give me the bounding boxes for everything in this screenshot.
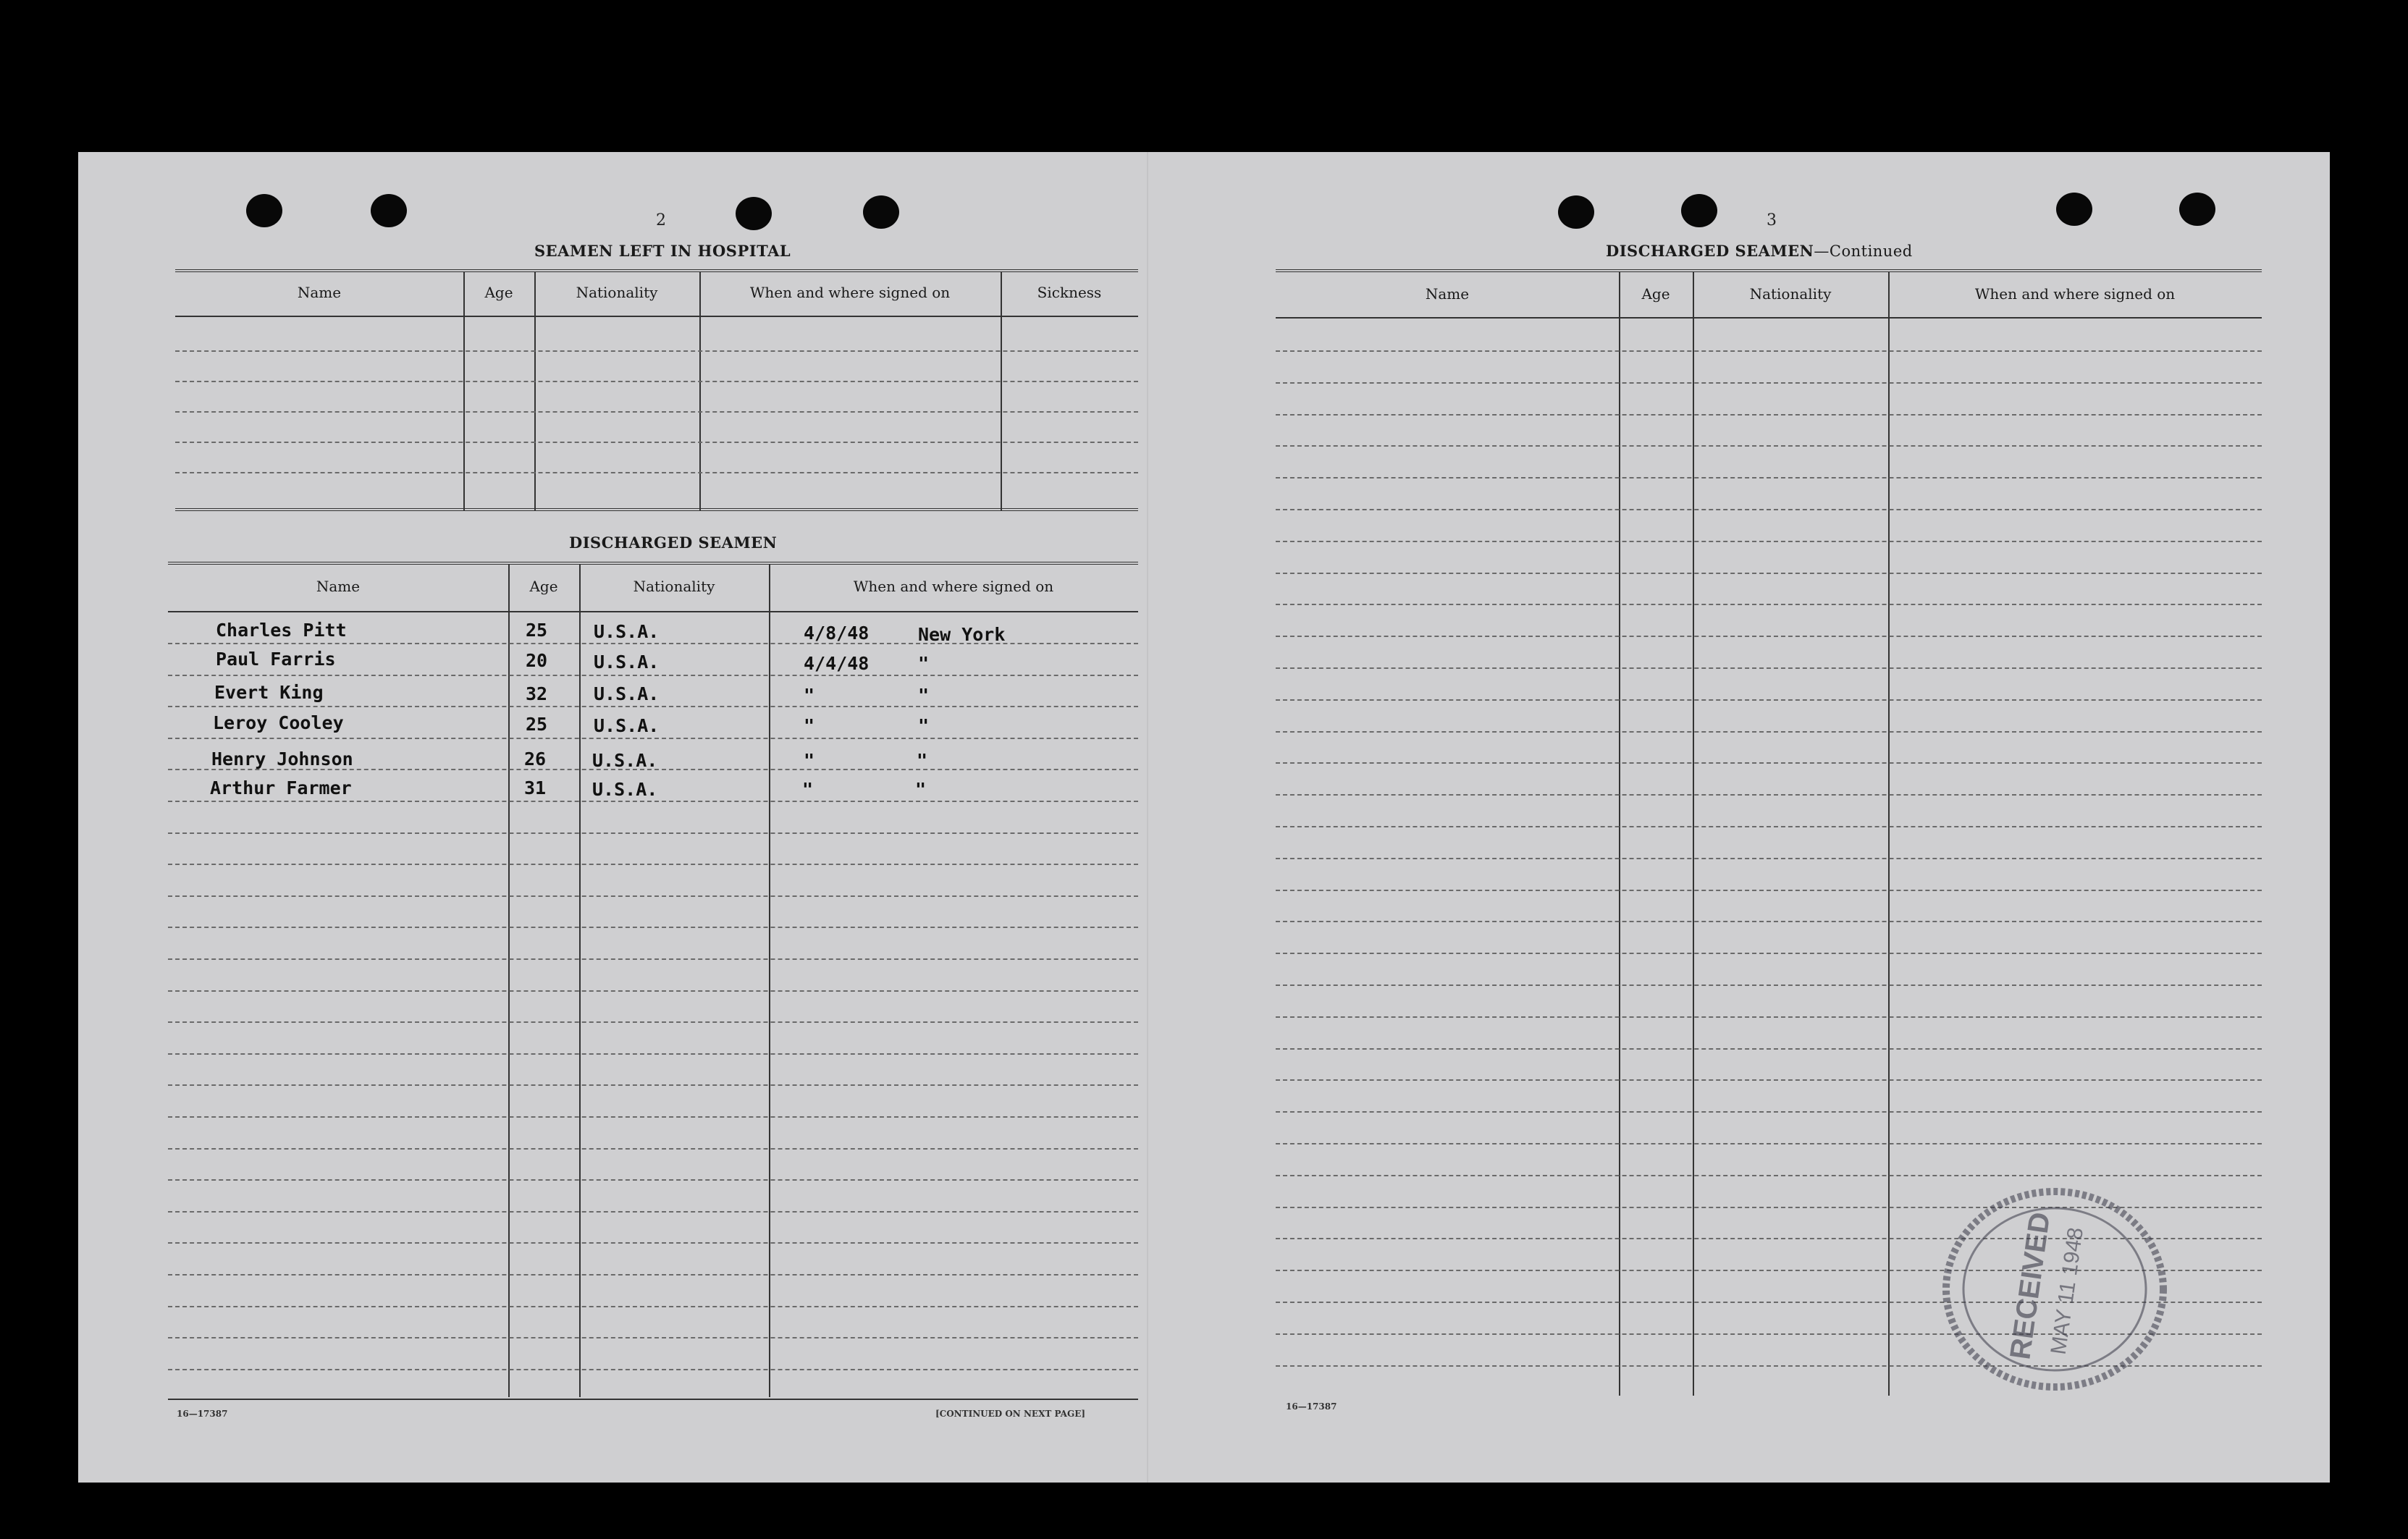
ruled-line	[168, 801, 1138, 802]
ruled-line	[168, 1116, 1138, 1118]
punch-hole	[736, 197, 772, 230]
page-fold	[1147, 152, 1148, 1483]
ruled-line	[1276, 604, 2262, 605]
ruled-line	[1276, 794, 2262, 796]
seaman-age: 25	[526, 620, 548, 641]
ruled-line	[1276, 921, 2262, 922]
ruled-line	[168, 1337, 1138, 1338]
section-title-discharged-continued	[1606, 242, 1913, 260]
seaman-nationality: U.S.A.	[592, 779, 658, 800]
signed-on-place: New York	[918, 624, 1006, 645]
ruled-line	[1276, 1111, 2262, 1113]
ruled-line	[1276, 1079, 2262, 1081]
signed-on-date: "	[804, 715, 815, 736]
ruled-line	[1276, 477, 2262, 478]
ruled-line	[1276, 1175, 2262, 1176]
signed-on-place: "	[918, 715, 930, 736]
received-stamp	[1939, 1184, 2171, 1394]
ruled-line	[168, 832, 1138, 834]
seaman-name: Arthur Farmer	[210, 777, 352, 798]
ruled-line	[168, 864, 1138, 865]
punch-hole	[2179, 193, 2215, 226]
ruled-line	[1276, 667, 2262, 669]
seaman-nationality: U.S.A.	[594, 683, 660, 704]
ruled-line	[168, 1274, 1138, 1276]
column-header: Age	[484, 284, 513, 301]
ruled-line	[168, 958, 1138, 960]
punch-hole	[246, 194, 282, 227]
ruled-line	[1276, 953, 2262, 954]
punch-hole	[2056, 193, 2092, 226]
ruled-line	[1276, 1143, 2262, 1144]
page-number: 3	[1767, 211, 1777, 229]
continued-note: [CONTINUED ON NEXT PAGE]	[935, 1409, 1086, 1419]
seaman-nationality: U.S.A.	[594, 621, 660, 642]
ruled-line	[1276, 445, 2262, 447]
seaman-age: 31	[524, 777, 547, 798]
seaman-age: 20	[526, 650, 548, 671]
ruled-line	[1276, 509, 2262, 510]
ruled-line	[168, 1211, 1138, 1213]
punch-hole	[863, 195, 899, 229]
ruled-line	[1276, 762, 2262, 764]
seaman-name: Henry Johnson	[211, 749, 353, 770]
signed-on-date: 4/4/48	[804, 653, 870, 674]
signed-on-place: "	[918, 685, 930, 706]
signed-on-place: "	[918, 653, 930, 674]
seaman-age: 32	[526, 683, 548, 704]
ruled-line	[168, 1242, 1138, 1244]
ruled-line	[168, 1306, 1138, 1307]
form-number: 16—17387	[177, 1409, 228, 1419]
ruled-line	[168, 675, 1138, 676]
seaman-name: Paul Farris	[216, 649, 336, 670]
punch-hole	[1558, 195, 1594, 229]
ruled-line	[1276, 858, 2262, 859]
title-suffix: —Continued	[1814, 243, 1913, 260]
seaman-name: Evert King	[214, 682, 324, 703]
ruled-line	[1276, 573, 2262, 574]
column-header: Nationality	[633, 578, 715, 595]
ruled-line	[168, 1021, 1138, 1023]
column-header: Sickness	[1037, 284, 1102, 301]
column-header: Nationality	[1749, 285, 1832, 303]
ruled-line	[1276, 350, 2262, 352]
column-header: Name	[297, 284, 342, 301]
signed-on-place: "	[915, 779, 927, 800]
signed-on-date: "	[804, 750, 815, 771]
ruled-line	[1276, 731, 2262, 733]
column-header: Name	[1425, 285, 1470, 303]
seaman-nationality: U.S.A.	[594, 715, 660, 736]
seaman-age: 26	[524, 749, 547, 770]
signed-on-date: 4/8/48	[804, 623, 870, 644]
ruled-line	[168, 1179, 1138, 1181]
ruled-line	[1276, 826, 2262, 827]
stamp-text: RECEIVED	[2004, 1210, 2057, 1362]
signed-on-date: "	[804, 685, 815, 706]
ruled-line	[168, 1084, 1138, 1086]
seaman-age: 25	[526, 714, 548, 735]
column-header: Name	[316, 578, 361, 595]
ruled-line	[168, 990, 1138, 992]
column-header: When and where signed on	[853, 578, 1054, 595]
seaman-nationality: U.S.A.	[594, 652, 660, 672]
ruled-line	[168, 1053, 1138, 1055]
ruled-line	[1276, 984, 2262, 986]
ruled-line	[1276, 541, 2262, 542]
column-header: Age	[1641, 285, 1670, 303]
column-header: When and where signed on	[749, 284, 951, 301]
ruled-line	[168, 1148, 1138, 1150]
ruled-line	[1276, 699, 2262, 701]
hospital-table	[175, 269, 1138, 515]
section-title-discharged: DISCHARGED SEAMEN	[569, 534, 778, 552]
punch-hole	[371, 194, 407, 227]
ruled-line	[168, 927, 1138, 928]
ruled-line	[168, 1369, 1138, 1370]
column-header: Nationality	[576, 284, 658, 301]
seaman-name: Leroy Cooley	[213, 712, 344, 733]
title-main: DISCHARGED SEAMEN	[1606, 242, 1814, 260]
section-title-hospital: SEAMEN LEFT IN HOSPITAL	[534, 242, 791, 260]
ruled-line	[1276, 636, 2262, 637]
ruled-line	[1276, 382, 2262, 384]
seaman-name: Charles Pitt	[216, 620, 347, 641]
column-header: Age	[529, 578, 558, 595]
ruled-line	[168, 738, 1138, 739]
ruled-line	[168, 706, 1138, 707]
ruled-line	[1276, 1016, 2262, 1018]
ruled-line	[1276, 414, 2262, 416]
punch-hole	[1681, 194, 1717, 227]
form-number: 16—17387	[1286, 1401, 1337, 1412]
signed-on-place: "	[917, 750, 928, 771]
stamp-date: MAY 11 1948	[2046, 1226, 2088, 1357]
column-header: When and where signed on	[1974, 285, 2176, 303]
seaman-nationality: U.S.A.	[592, 750, 658, 771]
ruled-line	[1276, 1048, 2262, 1050]
ruled-line	[1276, 890, 2262, 891]
ruled-line	[168, 895, 1138, 897]
page-number: 2	[656, 211, 666, 229]
signed-on-date: "	[802, 779, 814, 800]
